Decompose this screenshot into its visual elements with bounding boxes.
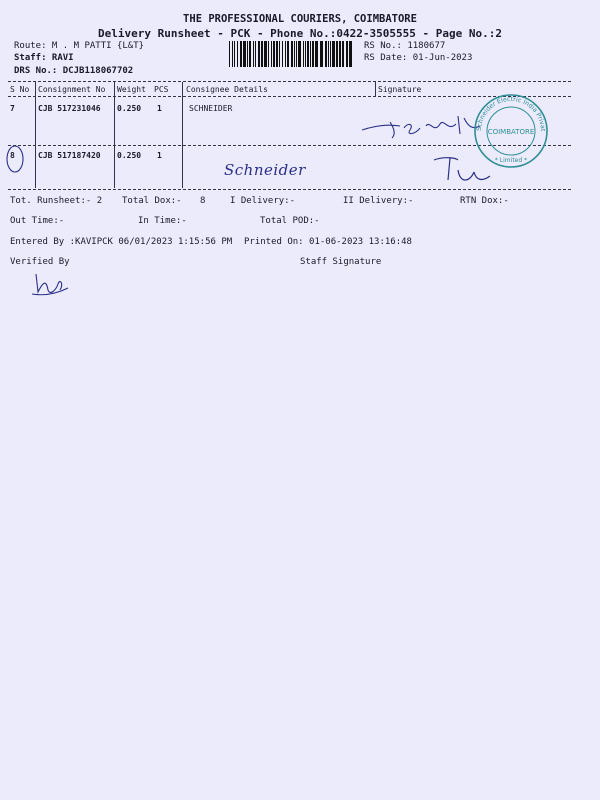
- runsheet-title: Delivery Runsheet - PCK - Phone No.:0422-3505555 - Page No.:2: [98, 27, 502, 40]
- barcode-bar: [296, 41, 297, 67]
- rs-number: RS No.: 1180677: [364, 41, 446, 51]
- barcode: [229, 41, 353, 67]
- barcode-bar: [261, 41, 263, 67]
- barcode-bar: [229, 41, 230, 67]
- barcode-bar: [282, 41, 283, 67]
- barcode-bar: [237, 41, 238, 67]
- row-consignment: CJB 517231046: [38, 104, 101, 113]
- row-pcs: 1: [157, 104, 162, 113]
- barcode-bar: [307, 41, 309, 67]
- barcode-bar: [303, 41, 304, 67]
- barcode-bar: [285, 41, 286, 67]
- handwritten-consignee: Schneider: [224, 161, 306, 179]
- row-pcs: 1: [157, 151, 162, 160]
- table-bottom-rule: [8, 189, 571, 190]
- barcode-bar: [312, 41, 314, 67]
- barcode-bar: [258, 41, 260, 67]
- barcode-bar: [330, 41, 331, 67]
- barcode-bar: [305, 41, 306, 67]
- barcode-bar: [294, 41, 295, 67]
- barcode-bar: [346, 41, 348, 67]
- svg-text:COIMBATORE: COIMBATORE: [487, 128, 535, 136]
- barcode-bar: [276, 41, 278, 67]
- row-consignment: CJB 517187420: [38, 151, 101, 160]
- table-top-rule: [8, 81, 571, 82]
- barcode-bar: [234, 41, 235, 67]
- barcode-bar: [255, 41, 256, 67]
- barcode-bar: [247, 41, 248, 67]
- col-divider: [375, 82, 376, 96]
- company-name: THE PROFESSIONAL COURIERS, COIMBATORE: [183, 13, 417, 25]
- drs-number: DRS No.: DCJB118067702: [14, 66, 134, 76]
- barcode-bar: [310, 41, 311, 67]
- barcode-bar: [332, 41, 335, 67]
- barcode-bar: [249, 41, 251, 67]
- svg-text:Schneider Electric India Priva: Schneider Electric India Privat: [475, 95, 547, 132]
- barcode-bar: [287, 41, 289, 67]
- col-divider: [182, 82, 183, 188]
- entered-by: Entered By :KAVIPCK 06/01/2023 1:15:56 PM: [10, 237, 233, 247]
- printed-on: Printed On: 01-06-2023 13:16:48: [244, 237, 412, 247]
- barcode-bar: [349, 41, 352, 67]
- row-weight: 0.250: [117, 104, 142, 113]
- barcode-bar: [279, 41, 280, 67]
- barcode-bar: [315, 41, 318, 67]
- barcode-bar: [253, 41, 254, 67]
- col-header-consignment: Consignment No: [38, 85, 106, 94]
- company-seal: [470, 92, 552, 170]
- tot-runsheet: Tot. Runsheet:- 2: [10, 196, 103, 206]
- total-pod: Total POD:-: [260, 216, 320, 226]
- row-sno: 7: [10, 104, 15, 113]
- barcode-bar: [328, 41, 329, 67]
- barcode-bar: [264, 41, 267, 67]
- total-dox-label: Total Dox:-: [122, 196, 182, 206]
- barcode-bar: [243, 41, 246, 67]
- ii-delivery: II Delivery:-: [343, 196, 414, 206]
- row-consignee: SCHNEIDER: [189, 104, 233, 113]
- col-header-pcs: PCS: [154, 85, 169, 94]
- in-time: In Time:-: [138, 216, 187, 226]
- barcode-bar: [240, 41, 242, 67]
- staff-signature-label: Staff Signature: [300, 257, 382, 267]
- barcode-bar: [291, 41, 293, 67]
- barcode-bar: [339, 41, 341, 67]
- col-divider: [35, 82, 36, 188]
- verifier-initials: [30, 270, 70, 298]
- barcode-bar: [325, 41, 327, 67]
- barcode-bar: [342, 41, 344, 67]
- barcode-bar: [336, 41, 338, 67]
- staff-label: Staff: RAVI: [14, 53, 74, 63]
- rs-date: RS Date: 01-Jun-2023: [364, 53, 473, 63]
- i-delivery: I Delivery:-: [230, 196, 296, 206]
- barcode-bar: [232, 41, 233, 67]
- col-header-sno: S No: [10, 85, 30, 94]
- route-label: Route: M . M PATTI {L&T}: [14, 41, 145, 51]
- total-dox-value: 8: [200, 196, 206, 206]
- out-time: Out Time:-: [10, 216, 65, 226]
- col-divider: [114, 82, 115, 188]
- col-header-consignee: Consignee Details: [186, 85, 268, 94]
- row-sno: 8: [10, 151, 15, 160]
- barcode-bar: [273, 41, 275, 67]
- barcode-bar: [320, 41, 323, 67]
- handwritten-circle: [4, 143, 26, 175]
- row-weight: 0.250: [117, 151, 142, 160]
- verified-by: Verified By: [10, 257, 70, 267]
- col-header-signature: Signature: [378, 85, 422, 94]
- barcode-bar: [268, 41, 269, 67]
- barcode-bar: [298, 41, 301, 67]
- rtn-dox: RTN Dox:-: [460, 196, 509, 206]
- svg-text:* Limited *: * Limited *: [494, 157, 528, 164]
- col-header-weight: Weight: [117, 85, 146, 94]
- barcode-bar: [271, 41, 272, 67]
